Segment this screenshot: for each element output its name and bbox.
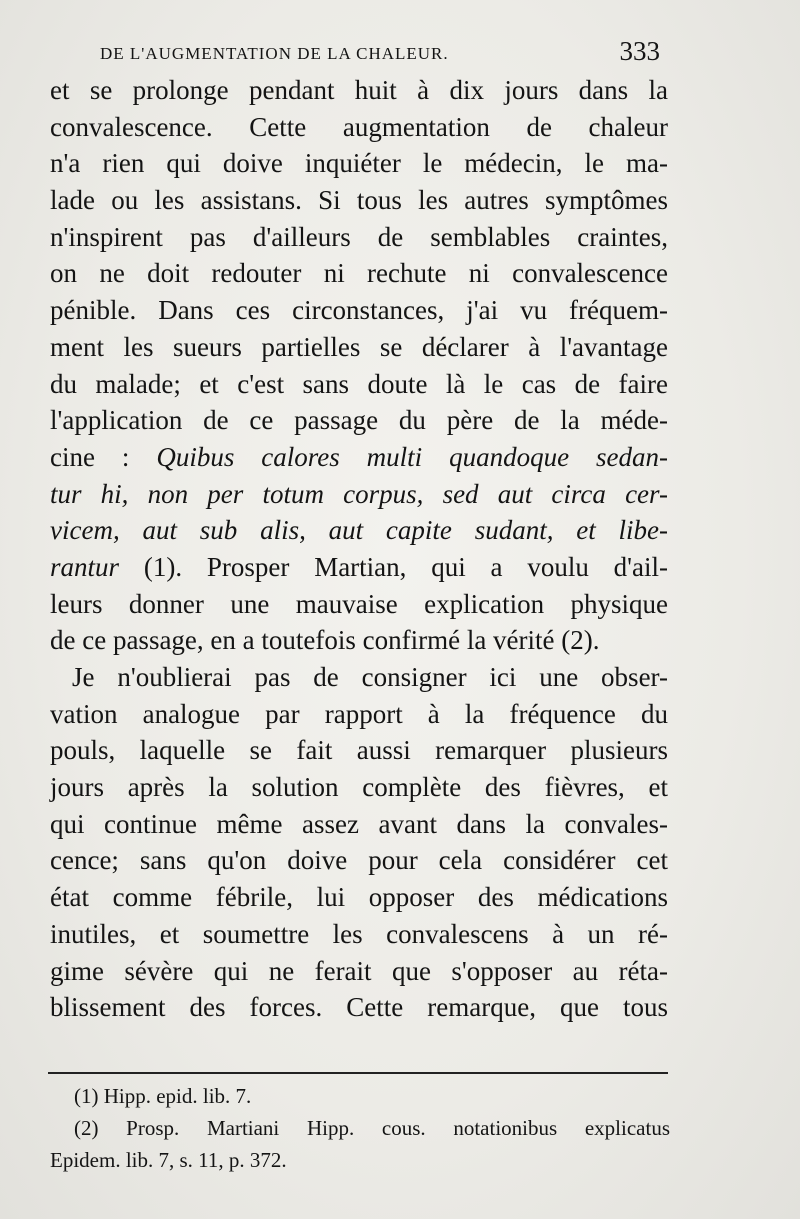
text-span: (1). Prosper Martian, qui a voulu d'ail- [119,551,668,582]
text-span: état comme fébrile, lui opposer des médications [50,882,668,913]
footnote-rule [48,1072,668,1074]
text-span: jours après la solution complète des fièvres, et [50,772,668,803]
text-span: cence; sans qu'on doive pour cela considérer cet [50,845,668,876]
running-title: DE L'AUGMENTATION DE LA CHALEUR. [100,44,449,63]
text-line [50,72,668,109]
text-span: ment les sueurs partielles se déclarer à l'avantage [50,331,668,362]
text-span: on ne doit redouter ni rechute ni convalescence [50,258,668,289]
text-span: gime sévère qui ne ferait que s'opposer au réta- [50,955,668,986]
text-span: inutiles, et soumettre les convalescens à un ré- [50,918,668,949]
text-line [50,953,668,990]
text-line [50,512,668,549]
text-line [50,439,668,476]
running-header [100,38,660,68]
italic-latin-quote: rantur [50,551,120,582]
body-text [50,72,668,1026]
text-line [50,219,668,256]
text-line [50,366,668,403]
text-line [50,476,668,513]
text-span: pouls, laquelle se fait aussi remarquer plusieurs [50,735,668,766]
text-line [50,292,668,329]
footnote-line: (2) Prosp. Martiani Hipp. cous. notationibus explicatus [74,1116,670,1140]
text-line [50,842,668,879]
text-span: leurs donner une mauvaise explication physique [50,588,668,619]
text-line [50,879,668,916]
text-span: et se prolonge pendant huit à dix jours dans la [50,75,668,105]
text-line [50,659,668,696]
text-span: de ce passage, en a toutefois confirmé la vérité (2). [50,625,600,656]
text-span: pénible. Dans ces circonstances, j'ai vu fréquem- [50,295,668,326]
text-line [50,402,668,439]
text-line [50,696,668,733]
italic-latin-quote: Quibus calores multi quandoque sedan- [156,441,668,472]
text-span: blissement des forces. Cette remarque, que tous [50,992,668,1023]
text-span: qui continue même assez avant dans la convales- [50,808,668,839]
text-line [50,989,668,1026]
text-span: Je n'oublierai pas de consigner ici une obser- [72,662,668,692]
text-span: n'inspirent pas d'ailleurs de semblables craintes, [50,221,668,252]
text-line [50,916,668,953]
text-line [50,622,668,659]
text-line [50,586,668,623]
text-span: vation analogue par rapport à la fréquence du [50,698,668,729]
text-span: du malade; et c'est sans doute là le cas de faire [50,368,668,399]
text-span: lade ou les assistans. Si tous les autres symptômes [50,185,668,216]
text-line [50,329,668,366]
italic-latin-quote: tur hi, non per totum corpus, sed aut circa cer- [50,478,668,509]
page-number: 333 [619,36,660,66]
text-line [50,109,668,146]
text-line [50,732,668,769]
italic-latin-quote: vicem, aut sub alis, aut capite sudant, et libe- [50,515,668,546]
footnotes [50,1080,670,1176]
text-line [50,255,668,292]
footnote-line: Epidem. lib. 7, s. 11, p. 372. [50,1148,287,1172]
footnote-line: (1) Hipp. epid. lib. 7. [74,1084,252,1108]
text-line [50,549,668,586]
text-line [50,769,668,806]
text-line [50,145,668,182]
text-span: l'application de ce passage du père de la méde- [50,405,668,436]
text-line [50,182,668,219]
text-span: convalescence. Cette augmentation de chaleur [50,111,668,142]
text-span: cine : [50,441,157,472]
text-line [50,806,668,843]
text-span: n'a rien qui doive inquiéter le médecin, le ma- [50,148,668,179]
